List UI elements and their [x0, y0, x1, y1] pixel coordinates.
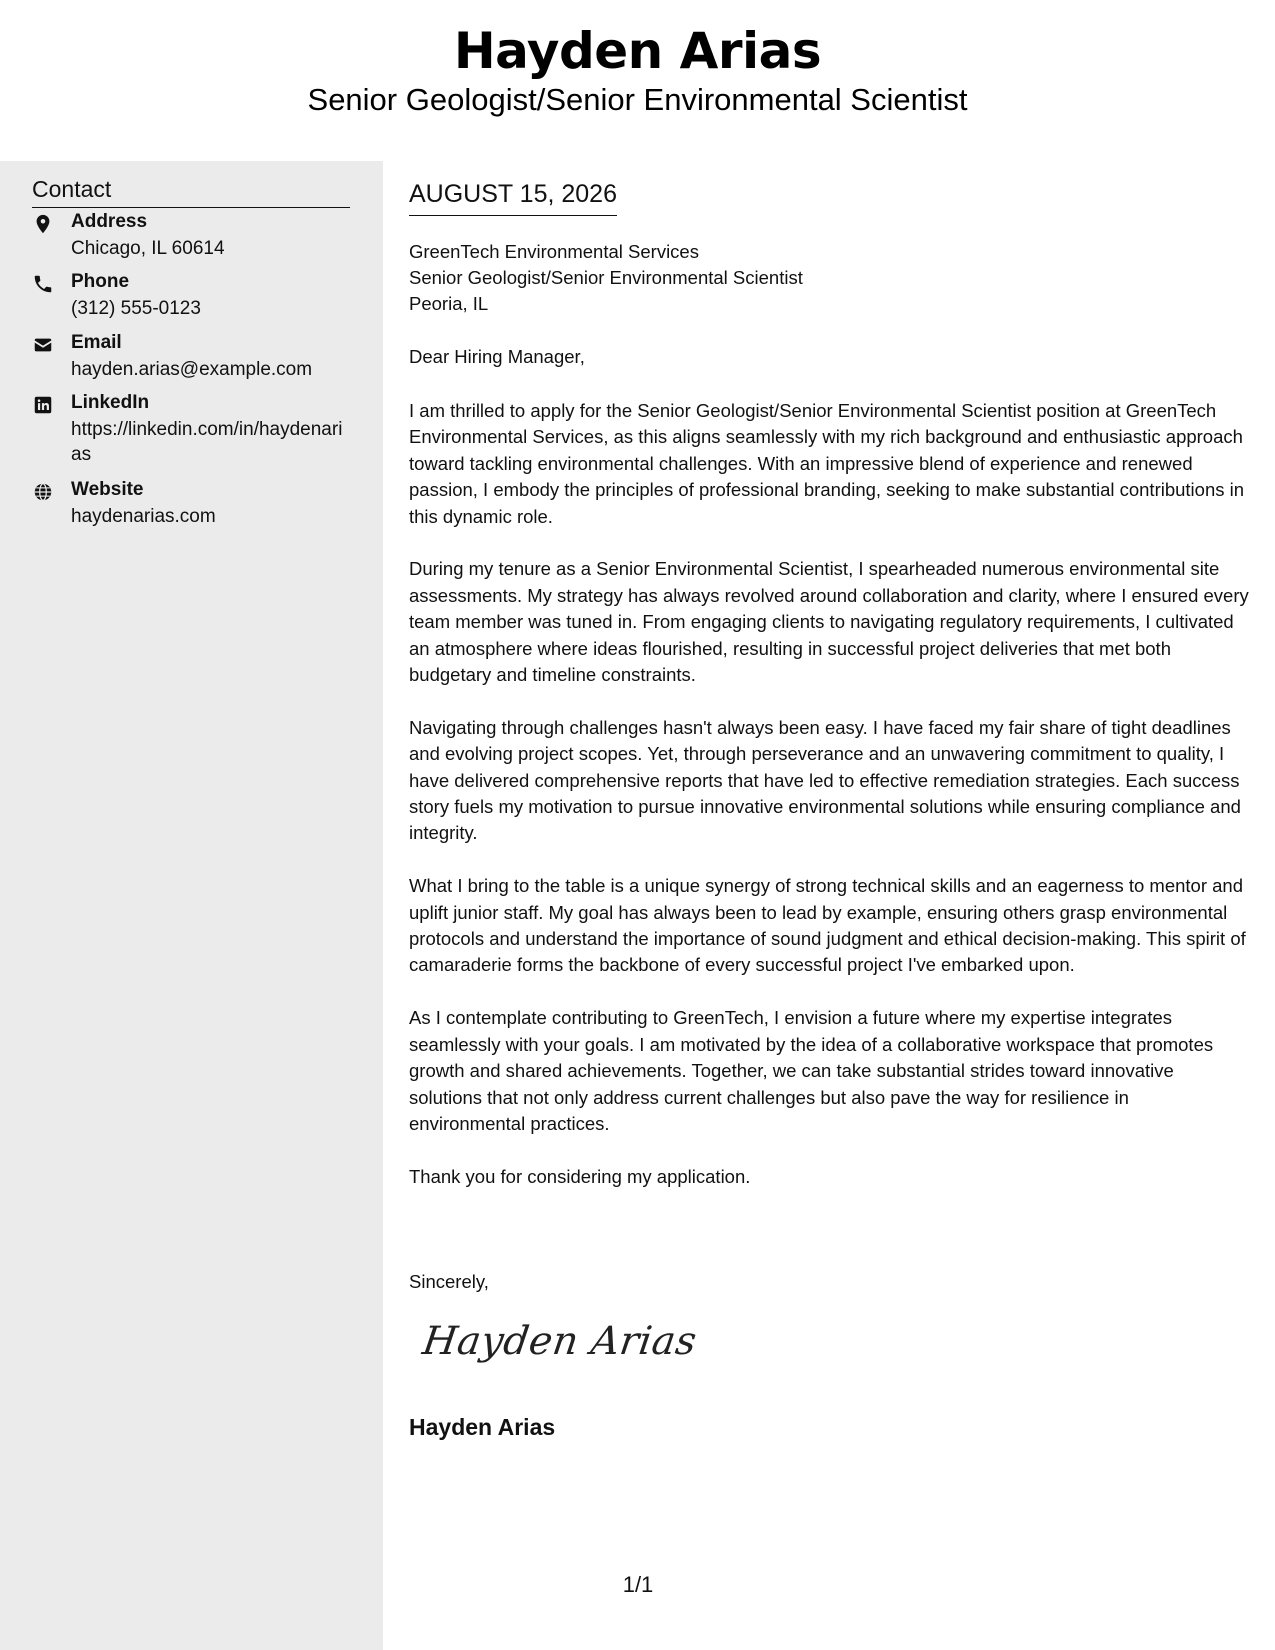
handwritten-signature: Hayden Arias [419, 1319, 700, 1364]
globe-icon [32, 481, 54, 503]
envelope-icon [32, 334, 54, 356]
closing: Sincerely, [409, 1271, 489, 1292]
recipient-position: Senior Geologist/Senior Environmental Scientist [409, 267, 803, 288]
website-label: Website [71, 479, 144, 500]
paragraph: I am thrilled to apply for the Senior Geologist/Senior Environmental Scientist position at GreenTech Environmental Services, as this aligns seamlessly with my rich background and enthusiastic approach toward tackling environmental challenges. With an impressive blend of experience and renewed passion, I embody the principles of professional branding, seeking to make substantial contributions in this dynamic role. [409, 400, 1245, 527]
address-label: Address [71, 211, 148, 232]
map-pin-icon [32, 213, 54, 235]
recipient-company: GreenTech Environmental Services [409, 241, 699, 262]
recipient-block [409, 239, 803, 317]
salutation: Dear Hiring Manager, [409, 346, 585, 367]
resume-header [0, 0, 1275, 160]
phone-value: (312) 555-0123 [71, 298, 201, 319]
applicant-name: Hayden Arias [453, 22, 822, 80]
address-value: Chicago, IL 60614 [71, 238, 225, 259]
paragraph: As I contemplate contributing to GreenTech, I envision a future where my expertise integrates seamlessly with your goals. I am motivated by the idea of a collaborative workspace that promotes growth and shared achievements. Together, we can take substantial strides toward innovative solutions that not only address current challenges but also pave the way for resilience in environmental practices. [409, 1007, 1214, 1134]
linkedin-value: https://linkedin.com/in/haydenarias [71, 419, 343, 465]
recipient-location: Peoria, IL [409, 293, 489, 314]
applicant-title: Senior Geologist/Senior Environmental Scientist [307, 82, 968, 117]
letter-paragraphs [409, 398, 1249, 1217]
paragraph: What I bring to the table is a unique synergy of strong technical skills and an eagerness to mentor and uplift junior staff. My goal has always been to lead by example, ensuring others grasp environmental protocols and understand the importance of sound judgment and ethical decision-making. This spirit of camaraderie forms the backbone of every successful project I've embarked upon. [409, 875, 1246, 976]
phone-icon [32, 273, 54, 295]
website-value: haydenarias.com [71, 506, 216, 527]
phone-label: Phone [71, 271, 130, 292]
paragraph: Thank you for considering my application. [409, 1165, 751, 1187]
paragraph: Navigating through challenges hasn't always been easy. I have faced my fair share of tight deadlines and evolving project scopes. Yet, through perseverance and an unwavering commitment to quality, I have delivered comprehensive reports that have led to effective remediation strategies. Each success story fuels my motivation to pursue innovative environmental solutions while ensuring compliance and integrity. [409, 716, 1241, 844]
linkedin-icon [32, 394, 54, 416]
email-value: hayden.arias@example.com [71, 359, 313, 380]
contact-sidebar [0, 161, 383, 1650]
signer-name: Hayden Arias [409, 1414, 556, 1440]
email-label: Email [71, 332, 122, 353]
page-number: 1/1 [622, 1572, 654, 1597]
linkedin-label: LinkedIn [71, 392, 150, 413]
contact-heading: Contact [32, 176, 350, 208]
paragraph: During my tenure as a Senior Environmental Scientist, I spearheaded numerous environmental site assessments. My strategy has always revolved around collaboration and clarity, where I ensured every team member was tuned in. From engaging clients to navigating regulatory requirements, I cultivated an atmosphere where ideas flourished, resulting in successful project deliveries that met both budgetary and timeline constraints. [409, 558, 1249, 686]
letter-date: AUGUST 15, 2026 [409, 180, 617, 216]
